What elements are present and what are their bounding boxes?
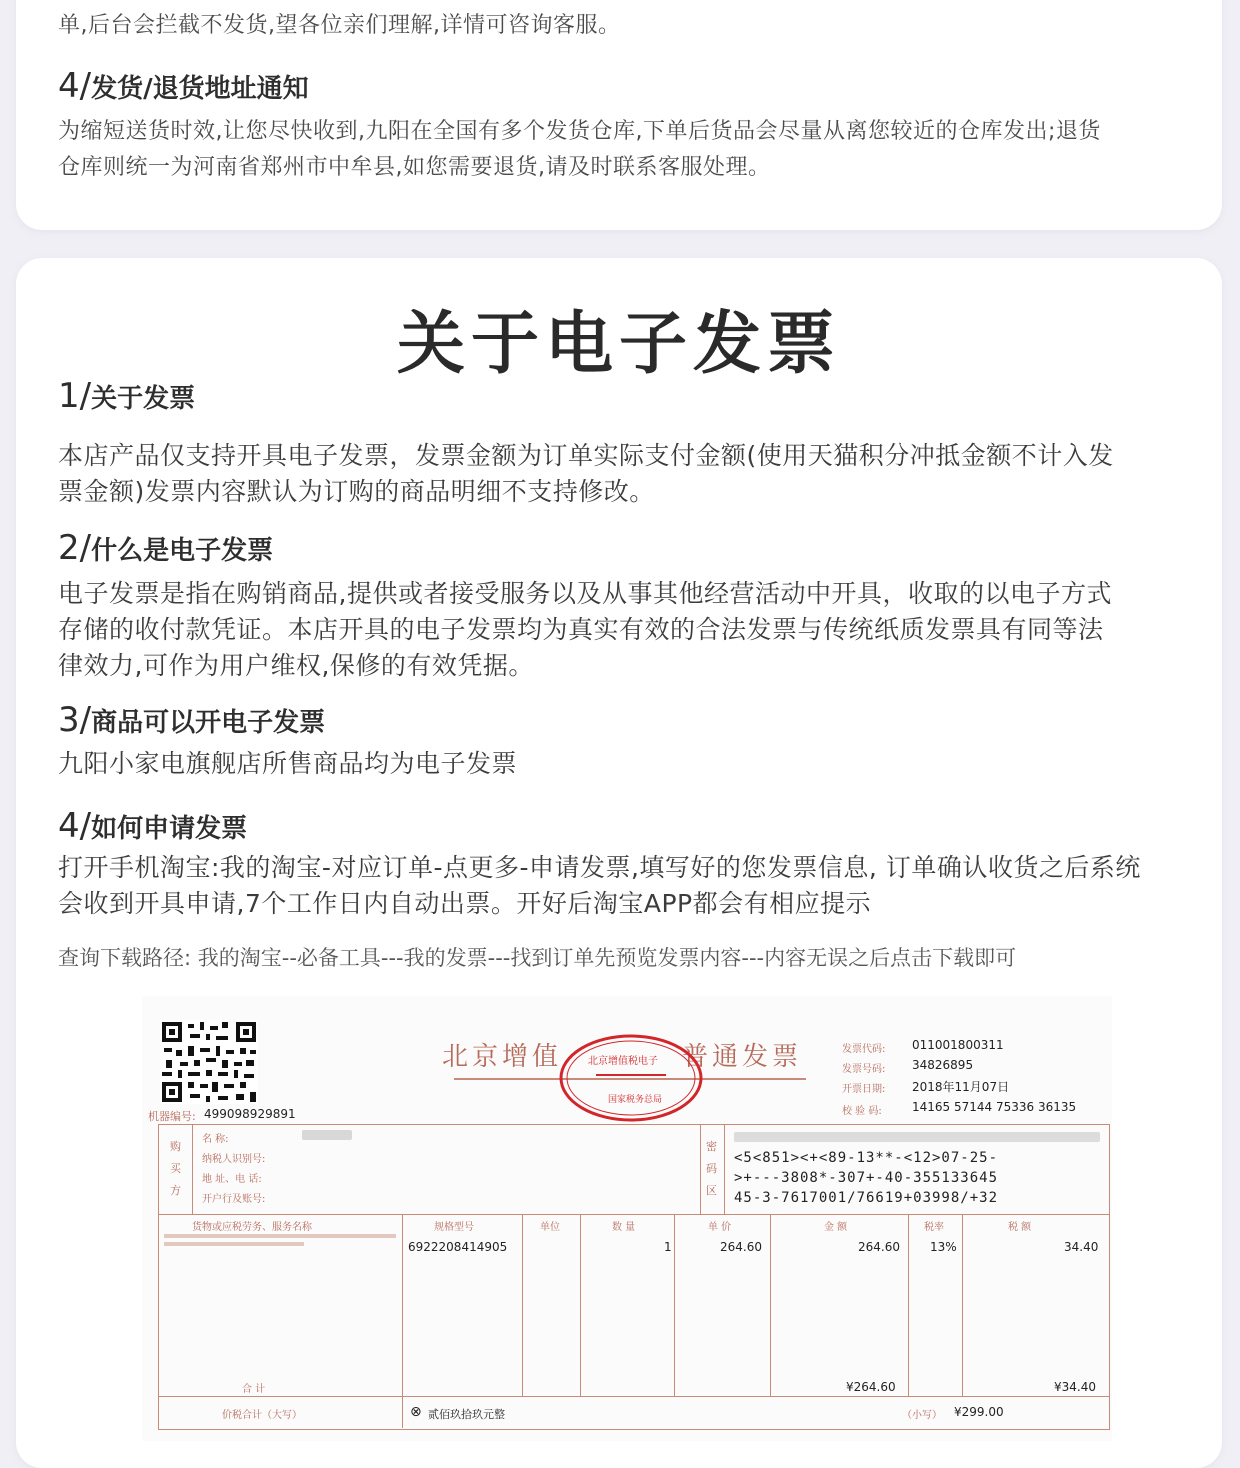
date-label: 开票日期:	[842, 1084, 886, 1095]
buyer-side-label: 购买方	[170, 1140, 181, 1197]
col-item: 货物或应税劳务、服务名称	[192, 1222, 312, 1233]
about-invoice-line-2: 票金额)发票内容默认为订购的商品明细不支持修改。	[58, 477, 655, 506]
cipher-line-2: >+---3808*-307+-40-355133645	[734, 1170, 999, 1186]
code-label: 发票代码:	[842, 1044, 886, 1055]
how-to-apply-line-2: 会收到开具申请,7个工作日内自动出票。开好后淘宝APP都会有相应提示	[58, 889, 872, 918]
section-heading-about-invoice	[58, 376, 195, 416]
what-is-line-1: 电子发票是指在购销商品,提供或者接受服务以及从事其他经营活动中开具，收取的以电子方式	[58, 579, 1112, 608]
divider	[962, 1214, 963, 1396]
invoice-code: 011001800311	[912, 1038, 1004, 1052]
section-title: 商品可以开电子发票	[91, 708, 326, 738]
section-number: 1/	[58, 376, 92, 416]
what-is-line-3: 律效力,可作为用户维权,保修的有效凭据。	[58, 651, 534, 680]
section-heading-products	[58, 700, 325, 740]
x-circle-icon: ⊗	[410, 1404, 422, 1420]
blurred-name	[302, 1130, 352, 1140]
number-label: 发票号码:	[842, 1064, 886, 1075]
divider	[158, 1214, 1110, 1215]
stamp-top-text: 北京增值税电子	[588, 1056, 658, 1067]
stamp-bottom-text: 国家税务总局	[608, 1095, 663, 1105]
divider	[580, 1214, 581, 1396]
official-seal-icon	[556, 1032, 706, 1124]
section-heading-shipping	[58, 66, 309, 106]
machine-no: 499098929891	[204, 1107, 296, 1121]
row-model: 6922208414905	[408, 1240, 508, 1254]
e-invoice-card	[16, 258, 1222, 1468]
section-number: 4/	[58, 806, 92, 846]
section-title: 什么是电子发票	[91, 536, 274, 566]
col-unit: 单位	[540, 1222, 560, 1233]
blurred-line	[734, 1132, 1100, 1142]
section-heading-what-is	[58, 528, 273, 568]
buyer-addr-label: 地 址、电 话:	[202, 1174, 262, 1185]
item-fine-print	[164, 1234, 396, 1238]
cipher-line-1: <5<851><+<89-13**-<12>07-25-	[734, 1150, 999, 1166]
row-amount: 264.60	[858, 1240, 900, 1254]
divider	[522, 1214, 523, 1396]
buyer-tax-label: 纳税人识别号:	[202, 1154, 266, 1165]
divider	[158, 1396, 1110, 1397]
shipping-paragraph-line-2: 仓库则统一为河南省郑州市中牟县,如您需要退货,请及时联系客服处理。	[58, 155, 771, 180]
notice-continuation-text: 单,后台会拦截不发货,望各位亲们理解,详情可咨询客服。	[58, 13, 621, 38]
divider	[402, 1214, 403, 1428]
grand-small-label: （小写）	[902, 1410, 942, 1421]
item-fine-print	[164, 1242, 304, 1246]
what-is-line-2: 存储的收付款凭证。本店开具的电子发票均为真实有效的合法发票与传统纸质发票具有同等法	[58, 615, 1104, 644]
invoice-title-right: 普通发票	[682, 1042, 803, 1072]
cipher-side-label: 密码区	[706, 1140, 717, 1197]
divider	[770, 1214, 771, 1396]
col-model: 规格型号	[434, 1222, 474, 1233]
grand-total-amount: ¥299.00	[954, 1405, 1004, 1419]
invoice-date: 2018年11月07日	[912, 1080, 1010, 1094]
total-tax: ¥34.40	[1054, 1380, 1096, 1394]
about-invoice-line-1: 本店产品仅支持开具电子发票，发票金额为订单实际支付金额(使用天猫积分冲抵金额不计入发	[58, 441, 1114, 470]
check-code: 14165 57144 75336 36135	[912, 1100, 1077, 1114]
total-label: 合 计	[242, 1384, 266, 1395]
machine-no-label: 机器编号:	[148, 1110, 196, 1123]
divider	[674, 1214, 675, 1396]
divider	[908, 1214, 909, 1396]
row-price: 264.60	[720, 1240, 762, 1254]
section-number: 2/	[58, 528, 92, 568]
col-tax: 税 额	[1008, 1222, 1032, 1233]
section-title: 发货/退货地址通知	[91, 74, 309, 104]
sample-invoice-image	[142, 996, 1112, 1441]
total-amount: ¥264.60	[846, 1380, 896, 1394]
col-qty: 数 量	[612, 1222, 636, 1233]
col-rate: 税率	[924, 1222, 944, 1233]
section-number: 3/	[58, 700, 92, 740]
divider	[724, 1124, 725, 1214]
row-tax: 34.40	[1064, 1240, 1099, 1254]
invoice-number: 34826895	[912, 1058, 974, 1072]
products-line-1: 九阳小家电旗舰店所售商品均为电子发票	[58, 749, 518, 778]
grand-total-label: 价税合计（大写）	[222, 1410, 302, 1421]
invoice-title-left: 北京增值	[442, 1042, 563, 1072]
buyer-bank-label: 开户行及账号:	[202, 1194, 266, 1205]
divider	[700, 1124, 701, 1214]
col-price: 单 价	[708, 1222, 732, 1233]
col-amount: 金 额	[824, 1222, 848, 1233]
section-heading-how-to-apply	[58, 806, 247, 846]
shipping-paragraph-line-1: 为缩短送货时效,让您尽快收到,九阳在全国有多个发货仓库,下单后货品会尽量从离您较近的仓库发出;退货	[58, 119, 1101, 144]
row-qty: 1	[664, 1240, 672, 1254]
how-to-apply-line-1: 打开手机淘宝:我的淘宝-对应订单-点更多-申请发票,填写好的您发票信息, 订单确认收货之后系统	[58, 853, 1141, 882]
row-rate: 13%	[930, 1240, 957, 1254]
section-number: 4/	[58, 66, 92, 106]
section-title: 关于发票	[91, 384, 196, 414]
check-label: 校 验 码:	[842, 1106, 882, 1117]
download-path-note: 查询下载路径: 我的淘宝--必备工具---我的发票---找到订单先预览发票内容---内容无误之后点击下载即可	[58, 946, 1017, 970]
cipher-line-3: 45-3-7617001/76619+03998/+32	[734, 1190, 999, 1206]
page-title: 关于电子发票	[396, 305, 841, 384]
buyer-name-label: 名 称:	[202, 1134, 229, 1145]
divider	[192, 1124, 193, 1214]
qr-code-icon	[160, 1020, 258, 1104]
shipping-notice-card	[16, 0, 1222, 230]
grand-total-words: 贰佰玖拾玖元整	[428, 1408, 505, 1421]
section-title: 如何申请发票	[91, 814, 248, 844]
